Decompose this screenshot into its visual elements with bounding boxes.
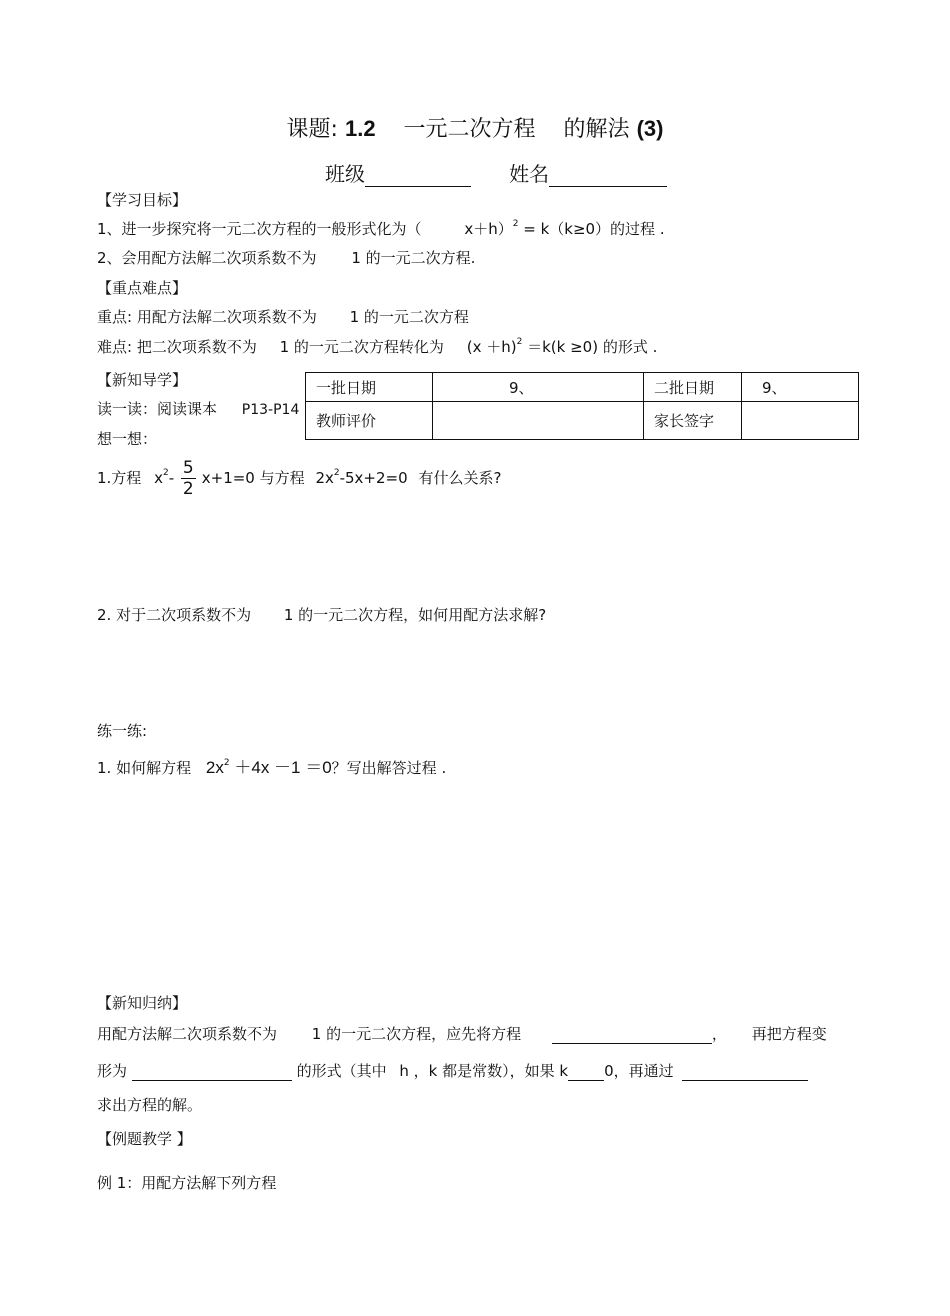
summary-text-2: 1 的一元二次方程，应先将方程: [311, 1025, 522, 1043]
practice-eq-exponent: 2: [223, 758, 230, 768]
q1-connector: 与方程: [259, 469, 305, 487]
example-1: 例 1：用配方法解下列方程: [97, 1174, 277, 1192]
read-label: 读一读：阅读课本: [97, 400, 218, 418]
title-topic: 一元二次方程: [403, 117, 536, 142]
q1-eq2-exponent: 2: [333, 468, 340, 478]
summary-blank-2[interactable]: [132, 1064, 292, 1081]
table-cell[interactable]: 9、: [742, 373, 859, 402]
q2-text: 2. 对于二次项系数不为: [97, 606, 252, 624]
summary-blank-4[interactable]: [682, 1064, 808, 1081]
table-cell: 家长签字: [644, 402, 742, 440]
focus-end: 1 的一元二次方程: [349, 308, 469, 326]
table-cell: 一批日期: [306, 373, 433, 402]
title-number: 1.2: [344, 116, 376, 141]
date-review-table: [305, 372, 859, 440]
difficulty-text: 难点: 把二次项系数不为: [97, 338, 257, 356]
read-line: [97, 398, 299, 419]
read-pages: P13-P14: [241, 402, 300, 418]
summary-text-3: 再把方程变: [751, 1025, 827, 1043]
goal-2: [97, 247, 475, 268]
practice-eq-term: 2x: [205, 758, 224, 777]
summary-text-6: h ，k 都是常数），如果 k: [399, 1062, 569, 1080]
summary-line-3: 求出方程的解。: [97, 1096, 203, 1114]
q1-exponent: 2: [162, 468, 169, 478]
table-cell[interactable]: 9、: [433, 373, 644, 402]
section-summary: 【新知归纳】: [97, 994, 188, 1012]
table-cell: 二批日期: [644, 373, 742, 402]
fraction-denominator: 2: [182, 479, 194, 499]
table-cell[interactable]: [433, 402, 644, 440]
table-cell[interactable]: [742, 402, 859, 440]
title-suffix: 的解法: [563, 117, 630, 142]
class-name-line: [325, 158, 667, 187]
q1-eq2-rest: -5x+2=0: [339, 469, 408, 487]
title-part: (3): [636, 116, 664, 141]
goal-1-condition: = k（k≥0）的过程 .: [523, 220, 665, 238]
table-row: [306, 402, 859, 440]
summary-blank-1[interactable]: [552, 1027, 712, 1044]
section-goals: 【学习目标】: [97, 191, 188, 209]
q1-var: x: [154, 469, 163, 487]
summary-text-5: 的形式（其中: [296, 1062, 387, 1080]
goal-1-text: 1、进一步探究将一元二次方程的一般形式化为（: [97, 220, 422, 238]
name-label: 姓名: [509, 162, 550, 186]
summary-blank-3[interactable]: [568, 1064, 604, 1081]
summary-text-1: 用配方法解二次项系数不为: [97, 1025, 278, 1043]
summary-comma: ，: [711, 1025, 727, 1043]
difficulty-mid: 1 的一元二次方程转化为: [279, 338, 444, 356]
goal-1: [97, 218, 665, 239]
section-new-knowledge: 【新知导学】: [97, 371, 188, 389]
difficulty-line: [97, 336, 657, 357]
practice-1-suffix: ？写出解答过程 .: [331, 759, 447, 777]
difficulty-expr: (x ＋h): [466, 338, 517, 356]
goal-2-end: 1 的一元二次方程.: [351, 249, 476, 267]
section-examples: 【例题教学 】: [97, 1130, 192, 1148]
section-key-points: 【重点难点】: [97, 279, 188, 297]
fraction-numerator: 5: [182, 458, 194, 478]
q1-minus: -: [168, 469, 175, 487]
question-1: [97, 458, 501, 499]
practice-1: [97, 753, 446, 778]
focus-line: [97, 306, 469, 327]
q1-question: 有什么关系?: [418, 469, 502, 487]
class-label: 班级: [325, 162, 365, 186]
practice-label: 练一练:: [97, 722, 148, 740]
summary-text-7: 0，再通过: [604, 1062, 674, 1080]
goal-2-text: 2、会用配方法解二次项系数不为: [97, 249, 317, 267]
title-prefix: 课题:: [286, 117, 338, 142]
q1-prefix: 1.方程: [97, 469, 142, 487]
goal-1-expr: x＋h）: [464, 220, 513, 238]
fraction-five-halves: [181, 458, 196, 499]
table-cell: 教师评价: [306, 402, 433, 440]
q1-rest: x+1=0: [201, 469, 255, 487]
difficulty-exponent: 2: [516, 337, 523, 347]
difficulty-end: ＝k(k ≥0) 的形式 .: [527, 338, 658, 356]
name-blank[interactable]: [549, 164, 667, 187]
summary-line-1: [97, 1023, 827, 1044]
practice-eq-rest: ＋4x －1 ＝0: [234, 758, 332, 777]
question-2: [97, 604, 546, 625]
table-row: [306, 373, 859, 402]
summary-line-2: [97, 1060, 808, 1081]
q1-eq2-var: 2x: [315, 469, 334, 487]
summary-text-4: 形为: [97, 1062, 128, 1080]
class-blank[interactable]: [365, 164, 471, 187]
goal-1-exponent: 2: [512, 219, 519, 229]
practice-1-prefix: 1. 如何解方程: [97, 759, 192, 777]
page-title: [0, 112, 950, 143]
q2-end: 1 的一元二次方程，如何用配方法求解?: [283, 606, 547, 624]
focus-text: 重点: 用配方法解二次项系数不为: [97, 308, 317, 326]
think-label: 想一想：: [97, 430, 158, 448]
